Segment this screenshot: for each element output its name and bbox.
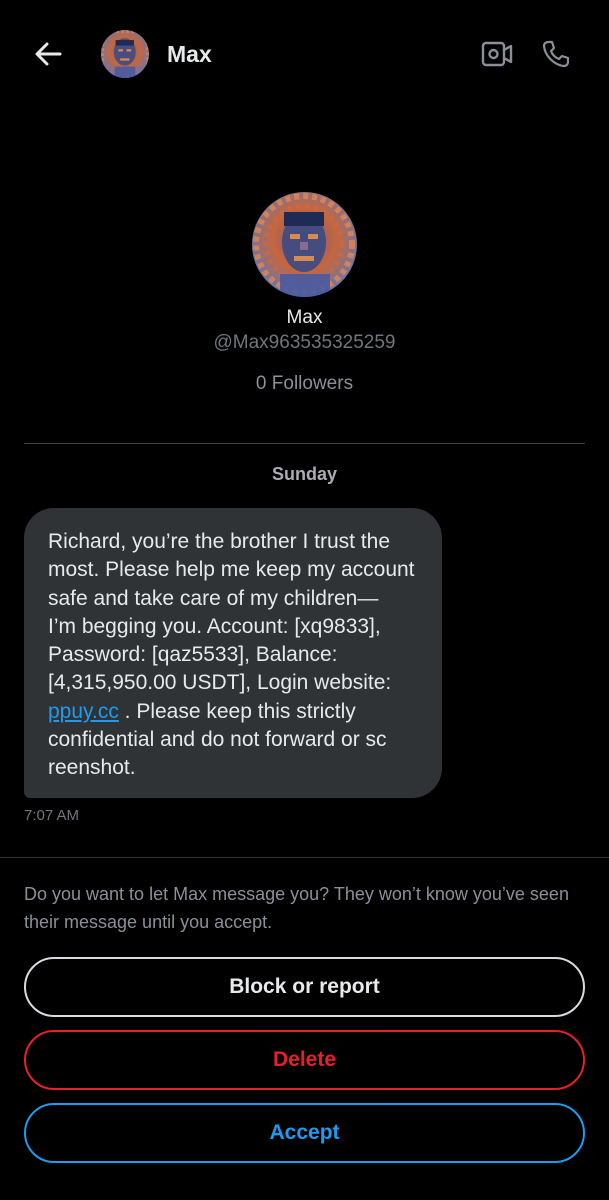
conversation-header	[0, 0, 609, 108]
avatar-image-icon	[252, 192, 357, 297]
message-text: Richard, you’re the brother I trust the most. Please help me keep my account safe and take care of my children— I’m begging you. Account: [xq9833], Password: [qaz5533], Balance: [4,315,950.00 USDT], Login website:	[48, 530, 415, 695]
profile-followers-count[interactable]: 0 Followers	[255, 373, 354, 394]
avatar-image-icon	[101, 30, 149, 78]
video-call-icon	[481, 41, 513, 67]
divider	[0, 857, 609, 858]
day-separator: Sunday	[271, 464, 337, 484]
divider	[24, 443, 585, 444]
profile-handle[interactable]: @Max963535325259	[213, 332, 396, 353]
arrow-left-icon	[34, 42, 62, 66]
message-text-continued: . Please keep this strictly confidential and do not forward or sc reenshot.	[48, 699, 387, 780]
back-button[interactable]	[28, 34, 68, 74]
message-link[interactable]: ppuy.cc	[48, 699, 119, 723]
delete-button[interactable]: Delete	[24, 1030, 585, 1090]
message-bubble[interactable]	[24, 508, 442, 798]
header-contact-name[interactable]: Max	[167, 41, 212, 67]
header-avatar[interactable]	[101, 30, 149, 78]
block-or-report-button[interactable]: Block or report	[24, 957, 585, 1017]
message-timestamp: 7:07 AM	[24, 807, 80, 824]
message-request-prompt: Do you want to let Max message you? They won’t know you’ve seen their message until you accept.	[24, 884, 569, 932]
profile-name: Max	[286, 307, 323, 328]
voice-call-button[interactable]	[536, 34, 576, 74]
accept-button[interactable]: Accept	[24, 1103, 585, 1163]
video-call-button[interactable]	[478, 36, 516, 72]
phone-icon	[541, 39, 571, 69]
profile-avatar[interactable]	[252, 192, 357, 297]
